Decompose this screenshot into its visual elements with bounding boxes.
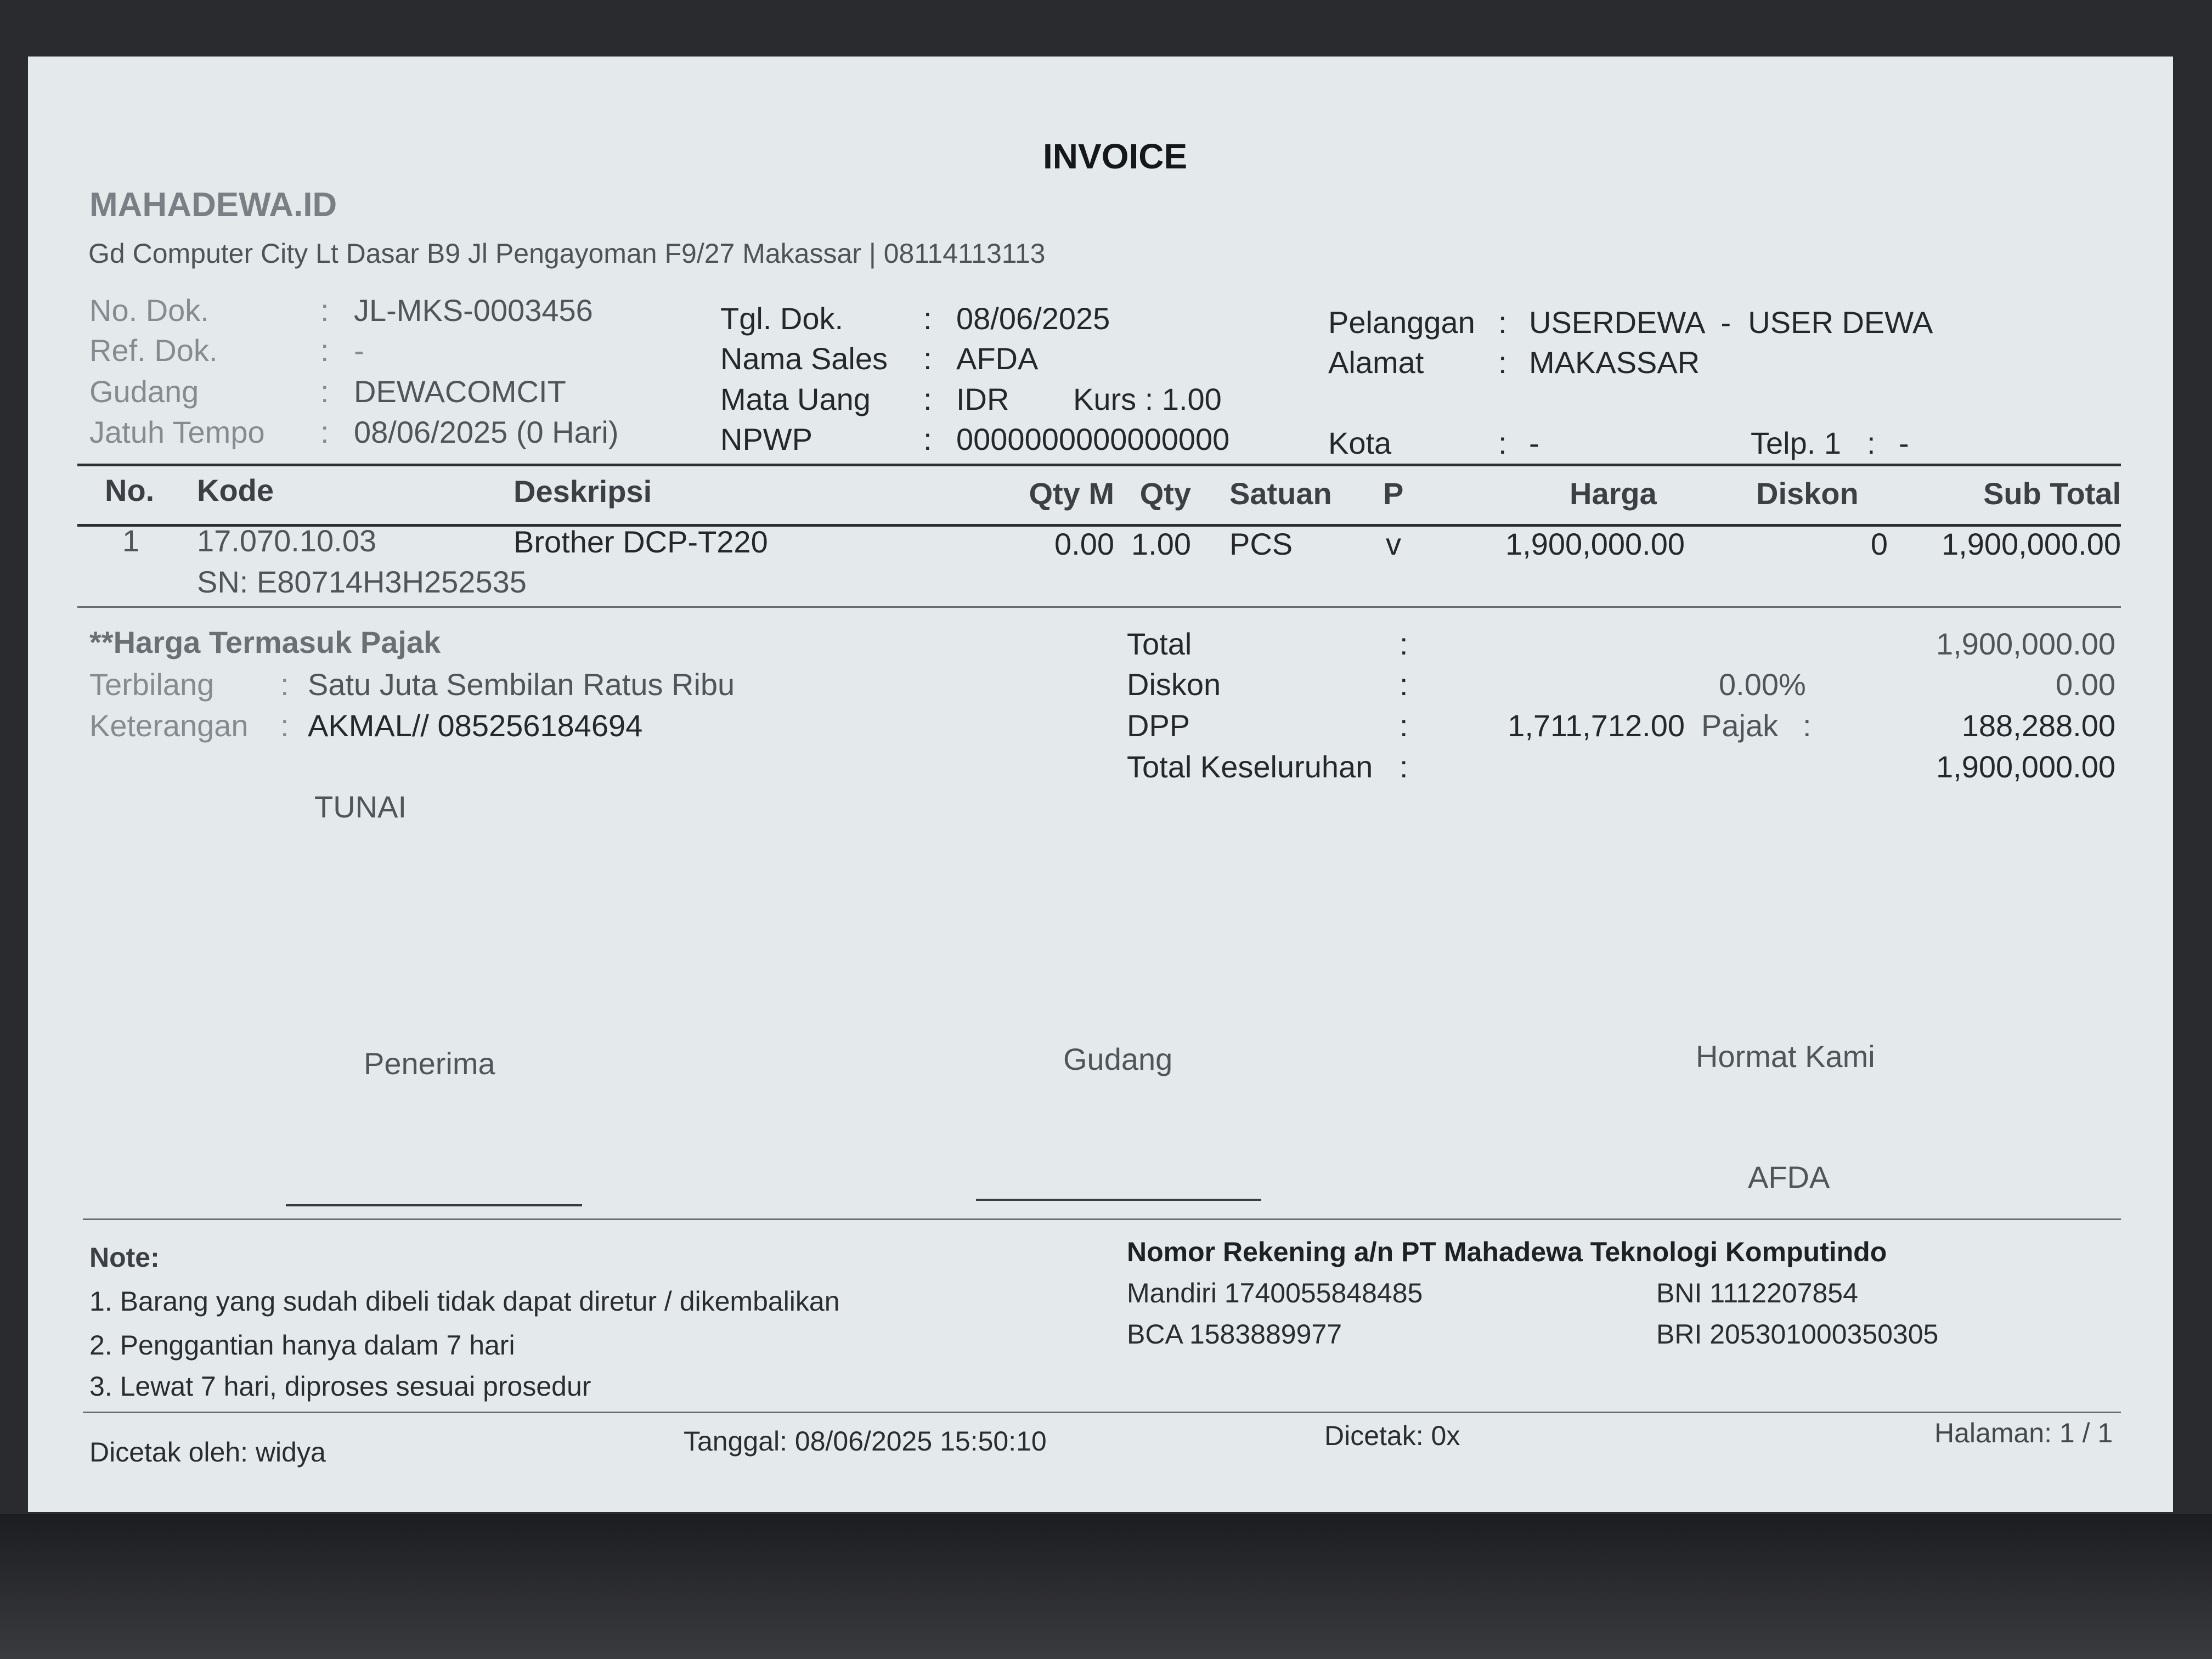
printed-by: Dicetak oleh: widya <box>89 1437 326 1468</box>
gudang-value: DEWACOMCIT <box>354 374 566 409</box>
diskon-value: 0.00 <box>2056 667 2115 702</box>
colon: : <box>1803 708 1812 743</box>
signature-penerima-label: Penerima <box>364 1046 495 1081</box>
col-harga: Harga <box>1570 476 1657 511</box>
note-item-2: 2. Penggantian hanya dalam 7 hari <box>89 1330 515 1361</box>
row-kode: 17.070.10.03 <box>197 523 376 558</box>
colon: : <box>320 333 329 368</box>
colon: : <box>923 382 932 416</box>
colon: : <box>923 341 932 376</box>
row-serial-number: SN: E80714H3H252535 <box>197 565 527 599</box>
invoice-document <box>28 57 2173 1512</box>
notes-title: Note: <box>89 1242 160 1273</box>
colon: : <box>280 708 289 743</box>
colon: : <box>1400 708 1408 743</box>
col-deskripsi: Deskripsi <box>514 474 652 509</box>
colon: : <box>1498 426 1507 460</box>
col-kode: Kode <box>197 473 274 507</box>
signature-gudang-label: Gudang <box>1063 1042 1173 1076</box>
colon: : <box>923 301 932 336</box>
npwp-value: 0000000000000000 <box>956 422 1230 456</box>
signature-hormat-name: AFDA <box>1748 1160 1830 1194</box>
pajak-label: Pajak <box>1701 708 1779 743</box>
colon: : <box>1867 426 1876 460</box>
col-p: P <box>1383 476 1404 511</box>
colon: : <box>280 667 289 702</box>
pelanggan-label: Pelanggan <box>1328 305 1475 340</box>
diskon-percent: 0.00% <box>1719 667 1806 702</box>
tgl-dok-label: Tgl. Dok. <box>720 301 844 336</box>
row-satuan: PCS <box>1229 527 1293 561</box>
row-qty-m: 0.00 <box>1054 527 1114 561</box>
telp-value: - <box>1899 426 1909 460</box>
colon: : <box>1400 627 1408 661</box>
bank-bri: BRI 205301000350305 <box>1656 1319 1939 1350</box>
footer-bottom-rule <box>83 1412 2121 1413</box>
col-sub-total: Sub Total <box>1983 476 2121 511</box>
row-diskon: 0 <box>1870 527 1888 561</box>
page-number: Halaman: 1 / 1 <box>1934 1418 2113 1448</box>
keterangan-label: Keterangan <box>89 708 249 743</box>
alamat-value: MAKASSAR <box>1529 345 1700 380</box>
no-dok-label: No. Dok. <box>89 293 209 328</box>
colon: : <box>1400 667 1408 702</box>
table-top-rule <box>77 464 2121 466</box>
signature-penerima-line <box>286 1204 582 1206</box>
print-count: Dicetak: 0x <box>1324 1420 1460 1451</box>
colon: : <box>320 415 329 449</box>
ref-dok-label: Ref. Dok. <box>89 333 218 368</box>
print-date: Tanggal: 08/06/2025 15:50:10 <box>684 1426 1047 1457</box>
colon: : <box>1498 305 1507 340</box>
colon: : <box>1498 345 1507 380</box>
pajak-value: 188,288.00 <box>1961 708 2115 743</box>
nama-sales-label: Nama Sales <box>720 341 888 376</box>
row-deskripsi: Brother DCP-T220 <box>514 524 768 559</box>
total-value: 1,900,000.00 <box>1936 627 2115 661</box>
col-no: No. <box>105 473 155 507</box>
row-harga: 1,900,000.00 <box>1505 527 1685 561</box>
npwp-label: NPWP <box>720 422 812 456</box>
col-satuan: Satuan <box>1229 476 1332 511</box>
diskon-label: Diskon <box>1127 667 1221 702</box>
terbilang-value: Satu Juta Sembilan Ratus Ribu <box>308 667 735 702</box>
monitor-bezel <box>0 1514 2212 1659</box>
tgl-dok-value: 08/06/2025 <box>956 301 1110 336</box>
total-label: Total <box>1127 627 1192 661</box>
footer-top-rule <box>83 1218 2121 1220</box>
kota-value: - <box>1529 426 1539 460</box>
tax-included-note: **Harga Termasuk Pajak <box>89 625 441 659</box>
dpp-label: DPP <box>1127 708 1190 743</box>
jatuh-tempo-label: Jatuh Tempo <box>89 415 265 449</box>
grand-total-label: Total Keseluruhan <box>1127 749 1373 784</box>
colon: : <box>320 374 329 409</box>
pelanggan-value: USERDEWA - USER DEWA <box>1529 305 1933 340</box>
colon: : <box>320 293 329 328</box>
company-name: MAHADEWA.ID <box>89 186 337 224</box>
bank-account-title: Nomor Rekening a/n PT Mahadewa Teknologi Komputindo <box>1127 1237 1887 1267</box>
no-dok-value: JL-MKS-0003456 <box>354 293 593 328</box>
kota-label: Kota <box>1328 426 1392 460</box>
jatuh-tempo-value: 08/06/2025 (0 Hari) <box>354 415 619 449</box>
bank-bni: BNI 1112207854 <box>1656 1278 1858 1308</box>
nama-sales-value: AFDA <box>956 341 1039 376</box>
colon: : <box>923 422 932 456</box>
bank-mandiri: Mandiri 1740055848485 <box>1127 1278 1423 1308</box>
col-qty-m: Qty M <box>1029 476 1114 511</box>
colon: : <box>1400 749 1408 784</box>
mata-uang-value: IDR <box>956 382 1009 416</box>
telp-label: Telp. 1 <box>1751 426 1841 460</box>
row-sub-total: 1,900,000.00 <box>1942 527 2121 561</box>
signature-gudang-line <box>976 1199 1261 1201</box>
row-p: v <box>1386 527 1401 561</box>
col-diskon: Diskon <box>1756 476 1859 511</box>
dpp-value: 1,711,712.00 <box>1508 708 1685 743</box>
invoice-title: INVOICE <box>1043 137 1188 176</box>
alamat-label: Alamat <box>1328 345 1424 380</box>
row-no: 1 <box>122 523 140 558</box>
table-bottom-rule <box>77 606 2121 608</box>
ref-dok-value: - <box>354 333 364 368</box>
bank-bca: BCA 1583889977 <box>1127 1319 1342 1350</box>
payment-method: TUNAI <box>314 789 407 824</box>
grand-total-value: 1,900,000.00 <box>1936 749 2115 784</box>
mata-uang-label: Mata Uang <box>720 382 871 416</box>
terbilang-label: Terbilang <box>89 667 215 702</box>
kurs-text: Kurs : 1.00 <box>1073 382 1222 416</box>
gudang-label: Gudang <box>89 374 199 409</box>
row-qty: 1.00 <box>1131 527 1191 561</box>
keterangan-value: AKMAL// 085256184694 <box>308 708 643 743</box>
company-address: Gd Computer City Lt Dasar B9 Jl Pengayoman F9/27 Makassar | 08114113113 <box>88 238 1046 269</box>
signature-hormat-label: Hormat Kami <box>1696 1039 1875 1074</box>
note-item-3: 3. Lewat 7 hari, diproses sesuai prosedur <box>89 1371 591 1402</box>
note-item-1: 1. Barang yang sudah dibeli tidak dapat diretur / dikembalikan <box>89 1286 840 1317</box>
col-qty: Qty <box>1139 476 1191 511</box>
